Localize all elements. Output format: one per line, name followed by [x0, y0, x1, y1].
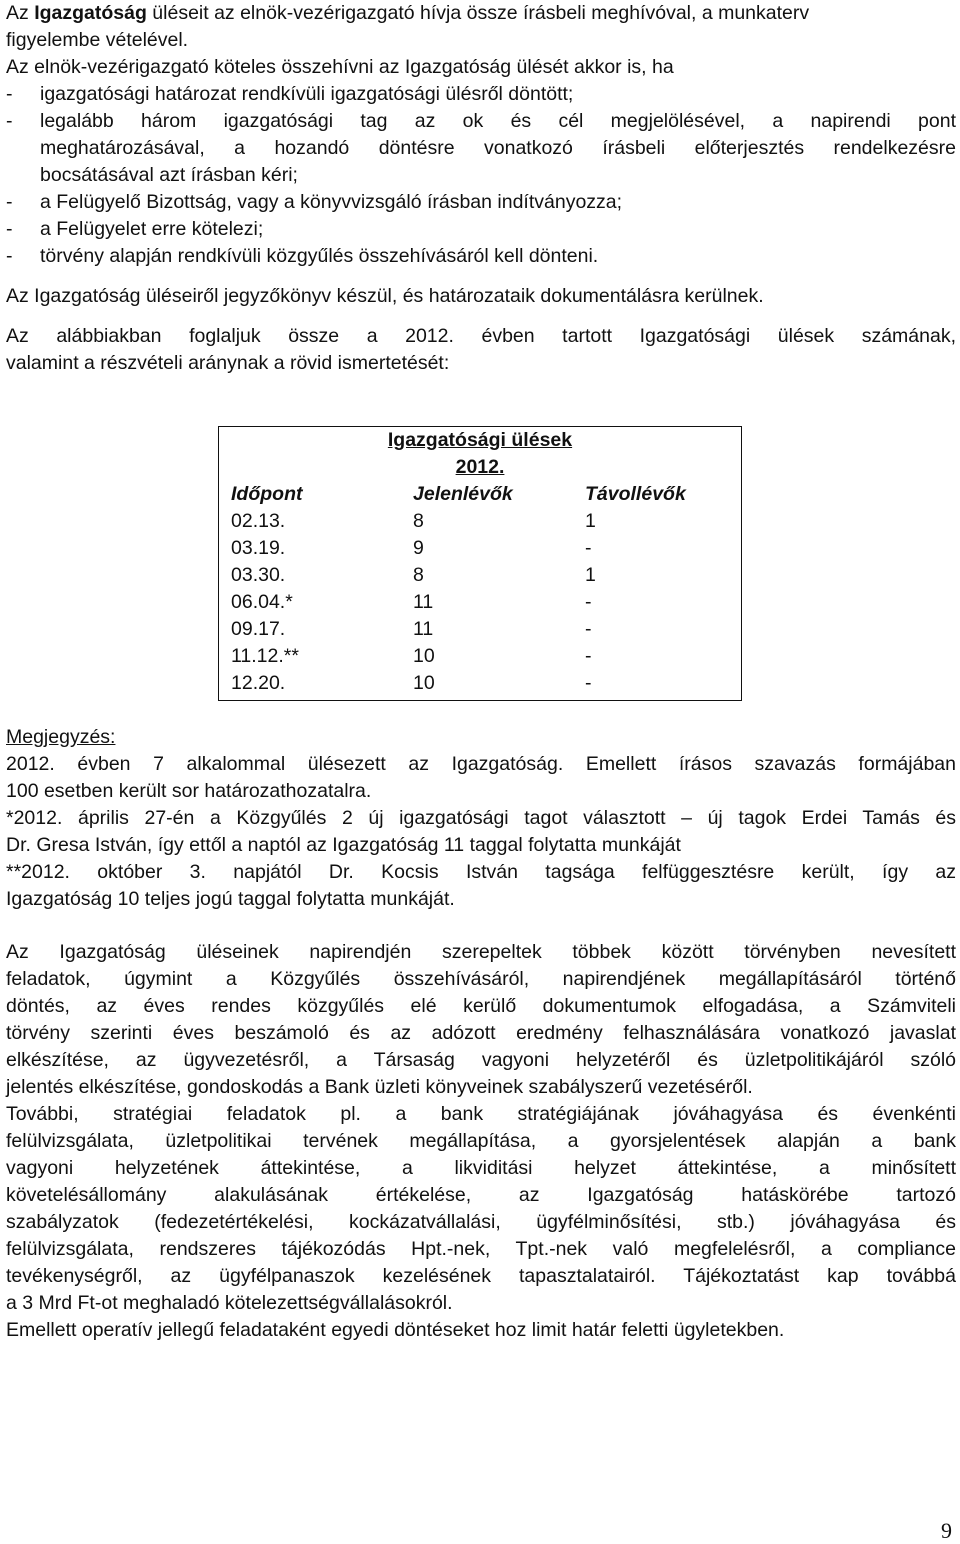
- notes-heading: Megjegyzés:: [6, 726, 116, 748]
- cell-present: 11: [413, 618, 434, 640]
- table-title: [219, 427, 741, 454]
- cell-absent: -: [585, 672, 592, 694]
- cell-date: 12.20.: [231, 672, 286, 694]
- list-item-text: legalább három igazgatósági tag az ok és cél megjelölésével, a napirendi pont: [40, 110, 956, 132]
- list-item: [6, 189, 956, 216]
- body-line: Emellett operatív jellegű feladataként egyedi döntéseket hoz limit határ feletti ügyletekben.: [6, 1319, 785, 1341]
- body-line: szabályzatok (fedezetértékelési, kockázatvállalási, ügyfélminősítési, stb.) jóváhagyása és: [6, 1211, 956, 1233]
- dash-marker: -: [6, 110, 13, 132]
- text-span: Az: [6, 2, 35, 24]
- dash-marker: -: [6, 83, 13, 105]
- note-line: **2012. október 3. napjától Dr. Kocsis István tagsága felfüggesztésre került, így az: [6, 861, 956, 883]
- dash-marker: -: [6, 245, 13, 267]
- body-line: Az Igazgatóság üléseinek napirendjén szerepeltek többek között törvényben nevesített: [6, 941, 956, 963]
- body-line: törvény szerinti éves beszámoló és az adózott eredmény felhasználására vonatkozó javaslat: [6, 1022, 956, 1044]
- list-item-continuation: bocsátásával azt írásban kéri;: [40, 164, 298, 186]
- cell-absent: -: [585, 591, 592, 613]
- body-line: elkészítése, az ügyvezetésről, a Társaság vagyoni helyzetéről és üzletpolitikájáról szóló: [6, 1049, 956, 1071]
- cell-present: 10: [413, 645, 435, 667]
- list-item-text: a Felügyelő Bizottság, vagy a könyvvizsgáló írásban indítványozza;: [40, 191, 623, 213]
- list-item: [6, 81, 956, 108]
- cell-present: 9: [413, 537, 424, 559]
- notes-section: [6, 724, 956, 913]
- body-line: a 3 Mrd Ft-ot meghaladó kötelezettségvállalásokról.: [6, 1292, 453, 1314]
- table-year-text: 2012.: [455, 456, 505, 478]
- dash-marker: -: [6, 218, 13, 240]
- text-span: üléseit az elnök-vezérigazgató hívja össze írásbeli meghívóval, a munkaterv: [146, 2, 810, 24]
- body-line: vagyoni helyzetének áttekintése, a likviditási helyzet áttekintése, a minősített: [6, 1157, 956, 1179]
- cell-date: 02.13.: [231, 510, 286, 532]
- list-item-text: törvény alapján rendkívüli közgyűlés összehívásáról kell dönteni.: [40, 245, 599, 267]
- list-item: [6, 243, 956, 270]
- body-paragraph: [6, 939, 956, 1344]
- cell-present: 11: [413, 591, 434, 613]
- body-line: felülvizsgálata, üzletpolitikai tervének megállapítása, a gyorsjelentések alapján a bank: [6, 1130, 956, 1152]
- cell-absent: 1: [585, 564, 596, 586]
- cell-absent: -: [585, 537, 592, 559]
- list-item: [6, 108, 956, 135]
- table-title-text: Igazgatósági ülések: [387, 429, 573, 451]
- meetings-table: [218, 426, 742, 701]
- note-line: 2012. évben 7 alkalommal ülésezett az Igazgatóság. Emellett írásos szavazás formájában: [6, 753, 956, 775]
- cell-absent: -: [585, 618, 592, 640]
- list-item-text: a Felügyelet erre kötelezi;: [40, 218, 264, 240]
- cell-date: 09.17.: [231, 618, 286, 640]
- list-item-text: igazgatósági határozat rendkívüli igazgatósági ülésről döntött;: [40, 83, 574, 105]
- header-date: Időpont: [231, 483, 303, 505]
- document-page: [6, 0, 956, 377]
- note-line: Dr. Gresa István, így ettől a naptól az Igazgatóság 11 taggal folytatta munkáját: [6, 834, 681, 856]
- summary-line-1: Az alábbiakban foglaljuk össze a 2012. évben tartott Igazgatósági ülések számának,: [6, 325, 956, 347]
- body-line: döntés, az éves rendes közgyűlés elé kerülő dokumentumok elfogadása, a Számviteli: [6, 995, 956, 1017]
- note-line: *2012. április 27-én a Közgyűlés 2 új igazgatósági tagot választott – új tagok Erdei Tamás és: [6, 807, 956, 829]
- note-line: 100 esetben került sor határozathozatalra.: [6, 780, 372, 802]
- body-line: tevékenységről, az ügyfélpanaszok kezelésének tapasztalatairól. Tájékoztatást kap továbbá: [6, 1265, 956, 1287]
- cell-absent: -: [585, 645, 592, 667]
- page-number: 9: [941, 1518, 952, 1543]
- cell-present: 10: [413, 672, 435, 694]
- header-absent: Távollévők: [585, 483, 686, 505]
- cell-date: 03.19.: [231, 537, 286, 559]
- cell-present: 8: [413, 564, 424, 586]
- table-year: [219, 454, 741, 481]
- cell-date: 11.12.**: [231, 645, 299, 667]
- summary-line-2: valamint a részvételi aránynak a rövid ismertetését:: [6, 352, 450, 374]
- cell-date: 03.30.: [231, 564, 286, 586]
- header-present: Jelenlévők: [413, 483, 513, 505]
- cell-date: 06.04.*: [231, 591, 293, 613]
- body-line: További, stratégiai feladatok pl. a bank stratégiájának jóváhagyása és évenkénti: [6, 1103, 956, 1125]
- note-line: Igazgatóság 10 teljes jogú taggal folytatta munkáját.: [6, 888, 455, 910]
- bold-term: Igazgatóság: [34, 2, 147, 24]
- list-item: [6, 216, 956, 243]
- body-line: felülvizsgálata, rendszeres tájékozódás Hpt.-nek, Tpt.-nek való megfelelésről, a compliance: [6, 1238, 956, 1260]
- list-item-continuation: meghatározásával, a hozandó döntésre vonatkozó írásbeli előterjesztés rendelkezésre: [40, 137, 956, 159]
- body-line: követelésállomány alakulásának értékelése, az Igazgatóság hatáskörébe tartozó: [6, 1184, 956, 1206]
- body-line: feladatok, úgymint a Közgyűlés összehívásáról, napirendjének megállapításáról történő: [6, 968, 956, 990]
- intro-line-3: Az elnök-vezérigazgató köteles összehívni az Igazgatóság ülését akkor is, ha: [6, 56, 674, 78]
- cell-absent: 1: [585, 510, 596, 532]
- intro-line-2: figyelembe vételével.: [6, 29, 189, 51]
- body-line: jelentés elkészítése, gondoskodás a Bank üzleti könyveinek szabályszerű vezetéséről.: [6, 1076, 753, 1098]
- intro-line-1: [6, 0, 956, 27]
- cell-present: 8: [413, 510, 424, 532]
- dash-marker: -: [6, 191, 13, 213]
- minutes-paragraph: Az Igazgatóság üléseiről jegyzőkönyv készül, és határozataik dokumentálásra kerülnek.: [6, 285, 764, 307]
